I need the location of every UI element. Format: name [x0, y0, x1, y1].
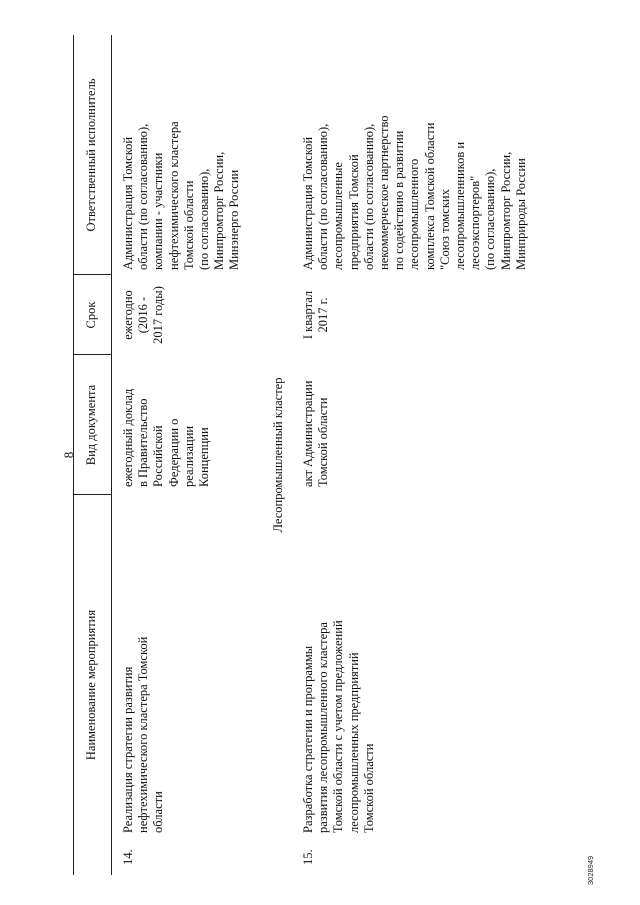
measure-name: Реализация стратегии развития нефтехимического кластера Томской области — [121, 636, 166, 833]
header-doc-type: Вид документа — [84, 384, 99, 466]
document-type: акт Администрации Томской области — [301, 380, 331, 487]
section-title: Лесопромышленный кластер — [271, 377, 285, 533]
header-bottom-rule — [111, 35, 112, 875]
header-term: Срок — [84, 301, 99, 329]
responsible: Администрация Томской области (по согласованию), лесопромышленные предприятия Томской области (по согласованию), некоммерческое партнерство по содействию в развитии лесопромышленного комплекса Томской области "Союз томских лесопромышленников и лесоэкспортеров" (по согласованию), Минпромторг России, Минприроды России — [301, 115, 528, 270]
measure-name: Разработка стратегии и программы развития лесопромышленного кластера Томской области с учетом предложений лесопромышленных предприятий Томской области — [301, 620, 376, 833]
header-name: Наименование мероприятия — [84, 609, 99, 761]
document-code: 3028949 — [586, 855, 595, 885]
document-type: ежегодный доклад в Правительство Российской Федерации о реализации Концепции — [121, 388, 212, 487]
row-number: 14. — [121, 849, 135, 865]
term: ежегодно (2016 - 2017 годы) — [121, 286, 166, 344]
header-responsible: Ответственный исполнитель — [84, 78, 99, 232]
row-number: 15. — [301, 849, 315, 865]
rotated-table-sheet — [35, 35, 610, 885]
term: I квартал 2017 г. — [301, 290, 331, 340]
responsible: Администрация Томской области (по согласованию), компании - участники нефтехимического кластера Томской области (по согласованию), Минпромторг России, Минэнерго России — [121, 121, 242, 270]
page-number: 8 — [61, 451, 76, 459]
